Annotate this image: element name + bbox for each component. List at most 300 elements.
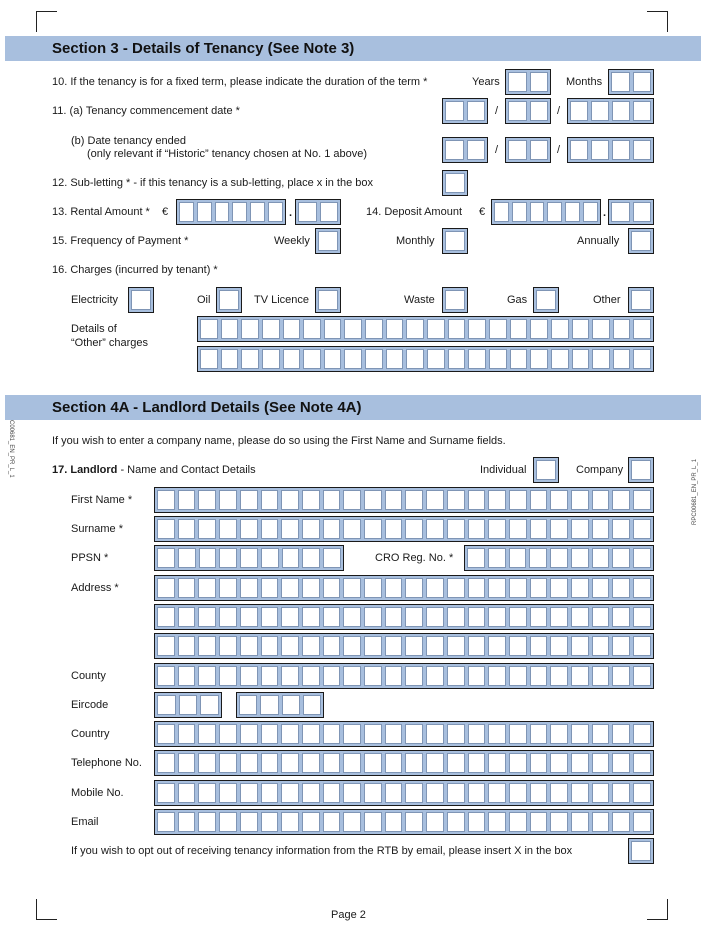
char-cell[interactable]: [447, 666, 465, 686]
char-cell[interactable]: [530, 349, 548, 369]
char-cell[interactable]: [261, 519, 279, 539]
char-cell[interactable]: [488, 753, 506, 773]
char-cell[interactable]: [261, 666, 279, 686]
char-cell[interactable]: [323, 753, 341, 773]
char-cell[interactable]: [427, 319, 445, 339]
char-cell[interactable]: [281, 783, 299, 803]
char-cell[interactable]: [468, 607, 486, 627]
char-cell[interactable]: [343, 753, 361, 773]
char-cell[interactable]: [343, 666, 361, 686]
char-cell[interactable]: [550, 812, 568, 832]
char-cell[interactable]: [426, 636, 444, 656]
char-cell[interactable]: [488, 519, 506, 539]
char-cell[interactable]: [572, 319, 590, 339]
char-cell[interactable]: [405, 753, 423, 773]
char-cell[interactable]: [550, 666, 568, 686]
char-cell[interactable]: [179, 695, 198, 715]
char-cell[interactable]: [612, 812, 630, 832]
char-cell[interactable]: [343, 490, 361, 510]
char-cell[interactable]: [571, 607, 589, 627]
char-cell[interactable]: [427, 349, 445, 369]
char-cell[interactable]: [530, 490, 548, 510]
q16-other-checkbox[interactable]: [628, 287, 654, 313]
q13-rental-euro-boxes[interactable]: [176, 199, 286, 225]
char-cell[interactable]: [219, 607, 237, 627]
q11a-month-boxes[interactable]: [505, 98, 551, 124]
char-cell[interactable]: [633, 783, 651, 803]
char-cell[interactable]: [612, 101, 630, 121]
email-optout-checkbox[interactable]: [628, 838, 654, 864]
char-cell[interactable]: [510, 349, 528, 369]
char-cell[interactable]: [571, 753, 589, 773]
char-cell[interactable]: [468, 490, 486, 510]
char-cell[interactable]: [221, 319, 239, 339]
char-cell[interactable]: [219, 783, 237, 803]
char-cell[interactable]: [240, 636, 258, 656]
char-cell[interactable]: [157, 548, 175, 568]
char-cell[interactable]: [445, 140, 464, 160]
char-cell[interactable]: [320, 202, 339, 222]
char-cell[interactable]: [385, 578, 403, 598]
char-cell[interactable]: [219, 724, 237, 744]
country-boxes[interactable]: [154, 721, 654, 747]
char-cell[interactable]: [633, 636, 651, 656]
char-cell[interactable]: [200, 695, 219, 715]
char-cell[interactable]: [281, 666, 299, 686]
char-cell[interactable]: [426, 578, 444, 598]
mobile-boxes[interactable]: [154, 780, 654, 806]
char-cell[interactable]: [612, 636, 630, 656]
char-cell[interactable]: [530, 812, 548, 832]
char-cell[interactable]: [241, 349, 259, 369]
char-cell[interactable]: [591, 140, 609, 160]
char-cell[interactable]: [178, 578, 196, 598]
char-cell[interactable]: [468, 666, 486, 686]
char-cell[interactable]: [633, 490, 651, 510]
char-cell[interactable]: [405, 607, 423, 627]
char-cell[interactable]: [467, 548, 485, 568]
q10-years-boxes[interactable]: [505, 69, 551, 95]
char-cell[interactable]: [364, 812, 382, 832]
char-cell[interactable]: [324, 319, 342, 339]
char-cell[interactable]: [268, 202, 283, 222]
char-cell[interactable]: [571, 812, 589, 832]
char-cell[interactable]: [343, 636, 361, 656]
char-cell[interactable]: [157, 666, 175, 686]
char-cell[interactable]: [571, 548, 589, 568]
q11b-month-boxes[interactable]: [505, 137, 551, 163]
char-cell[interactable]: [240, 607, 258, 627]
char-cell[interactable]: [592, 578, 610, 598]
char-cell[interactable]: [530, 202, 545, 222]
char-cell[interactable]: [406, 319, 424, 339]
char-cell[interactable]: [447, 753, 465, 773]
char-cell[interactable]: [261, 578, 279, 598]
char-cell[interactable]: [405, 519, 423, 539]
char-cell[interactable]: [509, 519, 527, 539]
char-cell[interactable]: [512, 202, 527, 222]
char-cell[interactable]: [611, 202, 630, 222]
q13-rental-cent-boxes[interactable]: [295, 199, 341, 225]
char-cell[interactable]: [239, 695, 257, 715]
char-cell[interactable]: [570, 101, 588, 121]
char-cell[interactable]: [592, 349, 610, 369]
char-cell[interactable]: [536, 460, 556, 480]
char-cell[interactable]: [364, 636, 382, 656]
char-cell[interactable]: [261, 548, 279, 568]
char-cell[interactable]: [261, 607, 279, 627]
char-cell[interactable]: [364, 607, 382, 627]
char-cell[interactable]: [157, 812, 175, 832]
char-cell[interactable]: [583, 202, 598, 222]
char-cell[interactable]: [447, 607, 465, 627]
char-cell[interactable]: [385, 783, 403, 803]
char-cell[interactable]: [323, 636, 341, 656]
char-cell[interactable]: [302, 724, 320, 744]
q11a-year-boxes[interactable]: [567, 98, 654, 124]
char-cell[interactable]: [571, 783, 589, 803]
char-cell[interactable]: [178, 812, 196, 832]
char-cell[interactable]: [509, 812, 527, 832]
char-cell[interactable]: [633, 607, 651, 627]
char-cell[interactable]: [448, 319, 466, 339]
char-cell[interactable]: [633, 349, 651, 369]
char-cell[interactable]: [157, 783, 175, 803]
char-cell[interactable]: [509, 783, 527, 803]
char-cell[interactable]: [592, 548, 610, 568]
char-cell[interactable]: [633, 72, 652, 92]
char-cell[interactable]: [385, 724, 403, 744]
char-cell[interactable]: [592, 783, 610, 803]
char-cell[interactable]: [385, 753, 403, 773]
char-cell[interactable]: [281, 607, 299, 627]
char-cell[interactable]: [281, 636, 299, 656]
char-cell[interactable]: [240, 666, 258, 686]
char-cell[interactable]: [198, 636, 216, 656]
char-cell[interactable]: [488, 490, 506, 510]
char-cell[interactable]: [612, 490, 630, 510]
char-cell[interactable]: [510, 319, 528, 339]
char-cell[interactable]: [405, 783, 423, 803]
char-cell[interactable]: [198, 753, 216, 773]
char-cell[interactable]: [592, 319, 610, 339]
char-cell[interactable]: [612, 519, 630, 539]
char-cell[interactable]: [198, 812, 216, 832]
char-cell[interactable]: [343, 724, 361, 744]
char-cell[interactable]: [508, 101, 527, 121]
char-cell[interactable]: [364, 724, 382, 744]
char-cell[interactable]: [633, 519, 651, 539]
char-cell[interactable]: [240, 548, 258, 568]
char-cell[interactable]: [550, 783, 568, 803]
char-cell[interactable]: [157, 695, 176, 715]
q11b-year-boxes[interactable]: [567, 137, 654, 163]
char-cell[interactable]: [494, 202, 509, 222]
char-cell[interactable]: [509, 578, 527, 598]
char-cell[interactable]: [550, 753, 568, 773]
cro-boxes[interactable]: [464, 545, 654, 571]
char-cell[interactable]: [261, 812, 279, 832]
char-cell[interactable]: [302, 607, 320, 627]
char-cell[interactable]: [323, 490, 341, 510]
char-cell[interactable]: [426, 490, 444, 510]
char-cell[interactable]: [631, 460, 651, 480]
char-cell[interactable]: [631, 231, 651, 251]
char-cell[interactable]: [468, 319, 486, 339]
q16-details-row-1[interactable]: [197, 316, 654, 342]
char-cell[interactable]: [467, 101, 486, 121]
char-cell[interactable]: [302, 666, 320, 686]
char-cell[interactable]: [298, 202, 317, 222]
char-cell[interactable]: [612, 724, 630, 744]
char-cell[interactable]: [344, 319, 362, 339]
char-cell[interactable]: [550, 607, 568, 627]
char-cell[interactable]: [447, 490, 465, 510]
char-cell[interactable]: [303, 349, 321, 369]
char-cell[interactable]: [488, 578, 506, 598]
char-cell[interactable]: [178, 783, 196, 803]
char-cell[interactable]: [385, 636, 403, 656]
char-cell[interactable]: [508, 72, 527, 92]
q17-company-checkbox[interactable]: [628, 457, 654, 483]
char-cell[interactable]: [281, 753, 299, 773]
char-cell[interactable]: [200, 319, 218, 339]
char-cell[interactable]: [261, 490, 279, 510]
char-cell[interactable]: [343, 519, 361, 539]
char-cell[interactable]: [240, 724, 258, 744]
address-row-3[interactable]: [154, 633, 654, 659]
char-cell[interactable]: [198, 783, 216, 803]
q17-individual-checkbox[interactable]: [533, 457, 559, 483]
char-cell[interactable]: [530, 783, 548, 803]
char-cell[interactable]: [547, 202, 562, 222]
char-cell[interactable]: [323, 548, 341, 568]
char-cell[interactable]: [200, 349, 218, 369]
address-row-2[interactable]: [154, 604, 654, 630]
char-cell[interactable]: [405, 636, 423, 656]
char-cell[interactable]: [509, 666, 527, 686]
char-cell[interactable]: [178, 666, 196, 686]
char-cell[interactable]: [232, 202, 247, 222]
q16-electricity-checkbox[interactable]: [128, 287, 154, 313]
char-cell[interactable]: [178, 636, 196, 656]
char-cell[interactable]: [219, 490, 237, 510]
char-cell[interactable]: [199, 548, 217, 568]
char-cell[interactable]: [592, 666, 610, 686]
char-cell[interactable]: [426, 724, 444, 744]
email-boxes[interactable]: [154, 809, 654, 835]
char-cell[interactable]: [323, 607, 341, 627]
char-cell[interactable]: [489, 349, 507, 369]
char-cell[interactable]: [281, 812, 299, 832]
char-cell[interactable]: [219, 753, 237, 773]
char-cell[interactable]: [613, 319, 631, 339]
char-cell[interactable]: [448, 349, 466, 369]
char-cell[interactable]: [386, 319, 404, 339]
q15-annually-checkbox[interactable]: [628, 228, 654, 254]
char-cell[interactable]: [302, 753, 320, 773]
char-cell[interactable]: [240, 578, 258, 598]
char-cell[interactable]: [426, 753, 444, 773]
char-cell[interactable]: [260, 695, 278, 715]
char-cell[interactable]: [405, 812, 423, 832]
char-cell[interactable]: [198, 724, 216, 744]
char-cell[interactable]: [633, 812, 651, 832]
char-cell[interactable]: [572, 349, 590, 369]
char-cell[interactable]: [551, 349, 569, 369]
char-cell[interactable]: [240, 783, 258, 803]
char-cell[interactable]: [530, 666, 548, 686]
char-cell[interactable]: [447, 578, 465, 598]
char-cell[interactable]: [364, 783, 382, 803]
char-cell[interactable]: [281, 578, 299, 598]
char-cell[interactable]: [612, 607, 630, 627]
char-cell[interactable]: [551, 319, 569, 339]
char-cell[interactable]: [240, 490, 258, 510]
char-cell[interactable]: [219, 636, 237, 656]
char-cell[interactable]: [318, 290, 338, 310]
char-cell[interactable]: [488, 636, 506, 656]
char-cell[interactable]: [488, 724, 506, 744]
char-cell[interactable]: [323, 724, 341, 744]
char-cell[interactable]: [261, 753, 279, 773]
char-cell[interactable]: [250, 202, 265, 222]
char-cell[interactable]: [591, 101, 609, 121]
char-cell[interactable]: [592, 519, 610, 539]
char-cell[interactable]: [198, 607, 216, 627]
eircode-routing-boxes[interactable]: [154, 692, 222, 718]
char-cell[interactable]: [179, 202, 194, 222]
eircode-unique-boxes[interactable]: [236, 692, 324, 718]
char-cell[interactable]: [530, 72, 549, 92]
char-cell[interactable]: [323, 783, 341, 803]
char-cell[interactable]: [426, 666, 444, 686]
char-cell[interactable]: [302, 519, 320, 539]
char-cell[interactable]: [509, 753, 527, 773]
q16-details-row-2[interactable]: [197, 346, 654, 372]
char-cell[interactable]: [550, 490, 568, 510]
char-cell[interactable]: [426, 607, 444, 627]
char-cell[interactable]: [343, 783, 361, 803]
char-cell[interactable]: [318, 231, 338, 251]
county-boxes[interactable]: [154, 663, 654, 689]
char-cell[interactable]: [406, 349, 424, 369]
char-cell[interactable]: [530, 753, 548, 773]
char-cell[interactable]: [364, 666, 382, 686]
char-cell[interactable]: [447, 636, 465, 656]
char-cell[interactable]: [365, 349, 383, 369]
char-cell[interactable]: [611, 72, 630, 92]
char-cell[interactable]: [364, 519, 382, 539]
char-cell[interactable]: [509, 548, 527, 568]
char-cell[interactable]: [323, 812, 341, 832]
char-cell[interactable]: [261, 636, 279, 656]
q10-months-boxes[interactable]: [608, 69, 654, 95]
char-cell[interactable]: [197, 202, 212, 222]
char-cell[interactable]: [509, 636, 527, 656]
char-cell[interactable]: [261, 724, 279, 744]
char-cell[interactable]: [178, 548, 196, 568]
char-cell[interactable]: [385, 812, 403, 832]
char-cell[interactable]: [302, 548, 320, 568]
char-cell[interactable]: [468, 753, 486, 773]
char-cell[interactable]: [468, 349, 486, 369]
char-cell[interactable]: [281, 519, 299, 539]
char-cell[interactable]: [488, 783, 506, 803]
char-cell[interactable]: [530, 519, 548, 539]
char-cell[interactable]: [571, 636, 589, 656]
char-cell[interactable]: [323, 578, 341, 598]
char-cell[interactable]: [323, 666, 341, 686]
surname-boxes[interactable]: [154, 516, 654, 542]
char-cell[interactable]: [550, 548, 568, 568]
char-cell[interactable]: [323, 519, 341, 539]
char-cell[interactable]: [633, 202, 652, 222]
char-cell[interactable]: [530, 319, 548, 339]
char-cell[interactable]: [219, 578, 237, 598]
char-cell[interactable]: [405, 490, 423, 510]
char-cell[interactable]: [488, 666, 506, 686]
char-cell[interactable]: [508, 140, 527, 160]
char-cell[interactable]: [198, 519, 216, 539]
char-cell[interactable]: [386, 349, 404, 369]
char-cell[interactable]: [633, 666, 651, 686]
char-cell[interactable]: [219, 812, 237, 832]
char-cell[interactable]: [198, 666, 216, 686]
char-cell[interactable]: [565, 202, 580, 222]
char-cell[interactable]: [343, 607, 361, 627]
char-cell[interactable]: [178, 724, 196, 744]
char-cell[interactable]: [447, 519, 465, 539]
char-cell[interactable]: [445, 173, 465, 193]
q16-tv-checkbox[interactable]: [315, 287, 341, 313]
char-cell[interactable]: [343, 812, 361, 832]
char-cell[interactable]: [612, 140, 630, 160]
char-cell[interactable]: [536, 290, 556, 310]
char-cell[interactable]: [178, 753, 196, 773]
char-cell[interactable]: [426, 519, 444, 539]
char-cell[interactable]: [157, 636, 175, 656]
q15-weekly-checkbox[interactable]: [315, 228, 341, 254]
char-cell[interactable]: [530, 607, 548, 627]
char-cell[interactable]: [302, 578, 320, 598]
char-cell[interactable]: [302, 490, 320, 510]
address-row-1[interactable]: [154, 575, 654, 601]
char-cell[interactable]: [530, 140, 549, 160]
q16-oil-checkbox[interactable]: [216, 287, 242, 313]
char-cell[interactable]: [467, 140, 486, 160]
char-cell[interactable]: [302, 783, 320, 803]
char-cell[interactable]: [178, 490, 196, 510]
char-cell[interactable]: [612, 548, 630, 568]
char-cell[interactable]: [571, 519, 589, 539]
char-cell[interactable]: [385, 607, 403, 627]
char-cell[interactable]: [219, 666, 237, 686]
q11a-day-boxes[interactable]: [442, 98, 488, 124]
char-cell[interactable]: [282, 695, 300, 715]
char-cell[interactable]: [488, 548, 506, 568]
char-cell[interactable]: [509, 490, 527, 510]
char-cell[interactable]: [324, 349, 342, 369]
char-cell[interactable]: [282, 548, 300, 568]
char-cell[interactable]: [157, 490, 175, 510]
char-cell[interactable]: [633, 753, 651, 773]
char-cell[interactable]: [633, 140, 651, 160]
char-cell[interactable]: [631, 841, 651, 861]
char-cell[interactable]: [633, 319, 651, 339]
char-cell[interactable]: [364, 753, 382, 773]
char-cell[interactable]: [612, 666, 630, 686]
